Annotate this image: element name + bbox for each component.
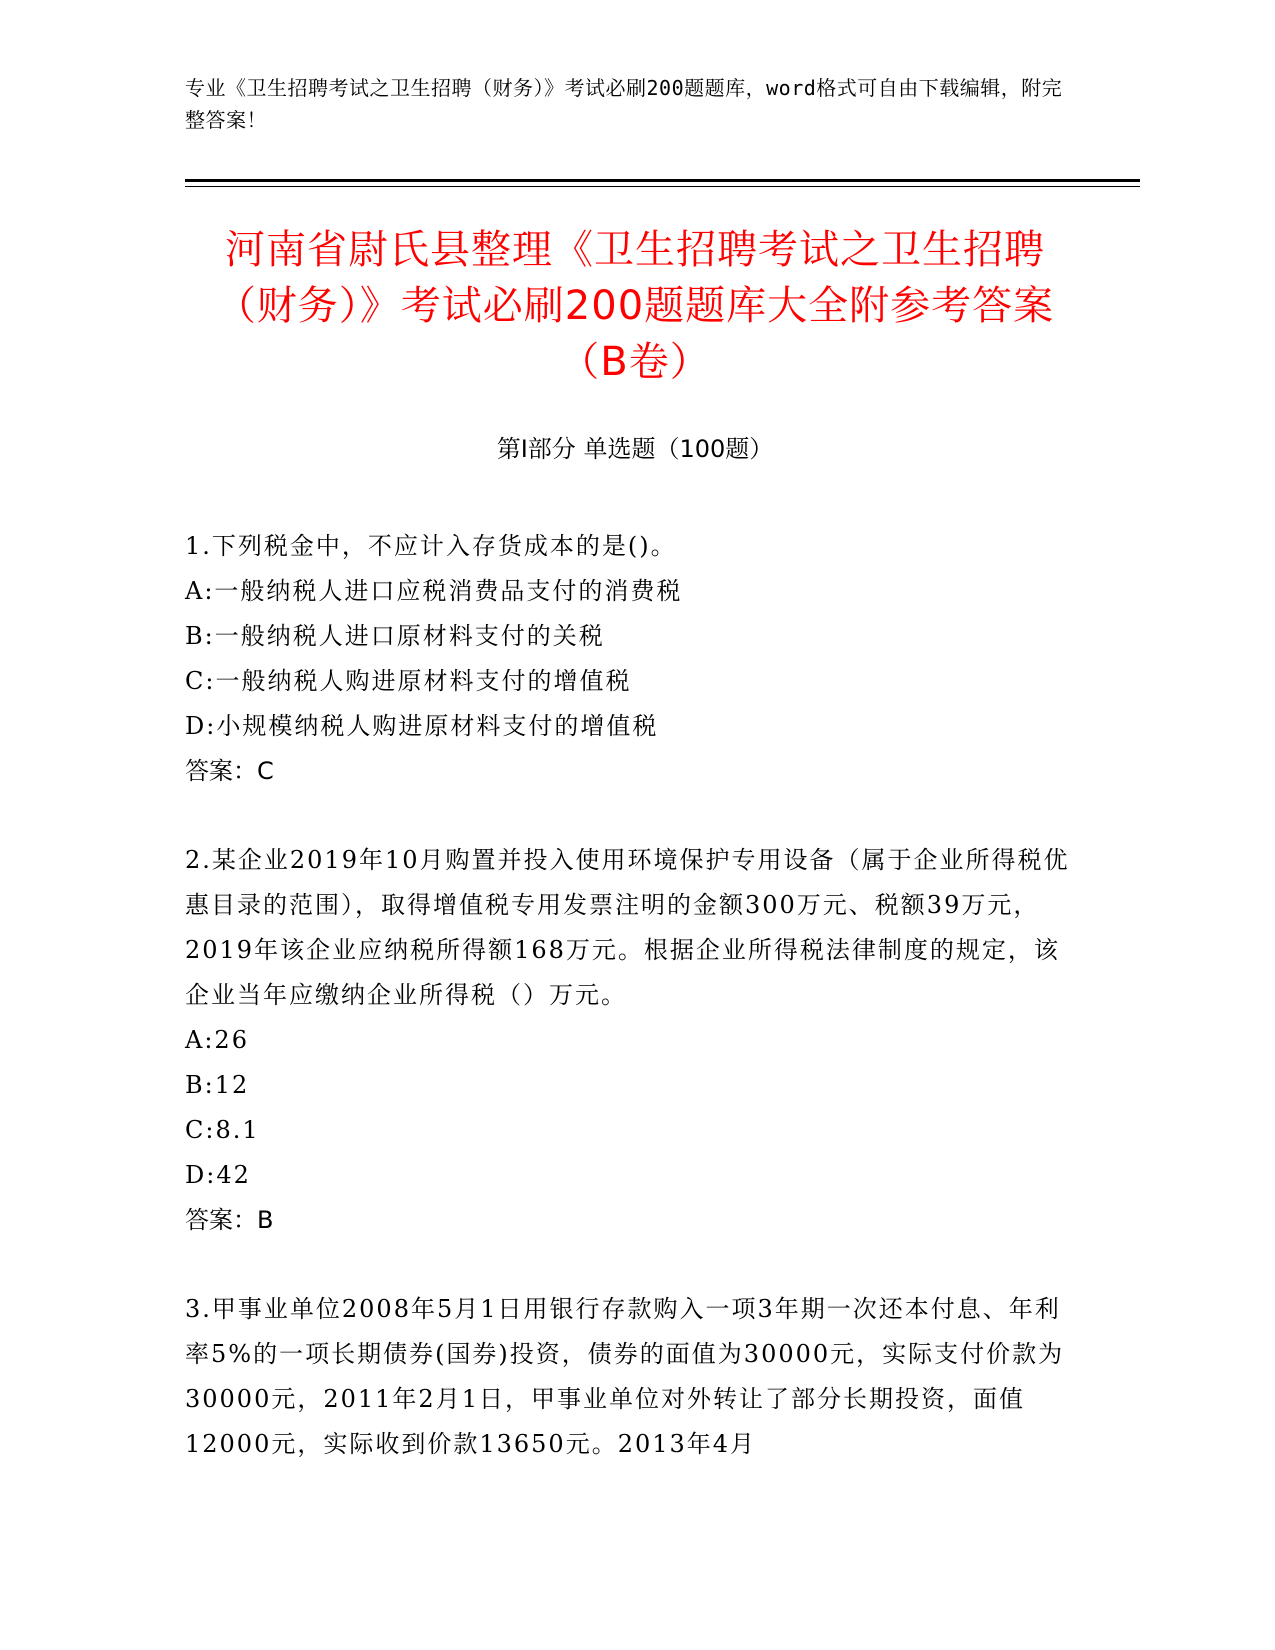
answer: 答案：C	[185, 757, 274, 785]
section-title: 第I部分 单选题（100题）	[496, 435, 774, 463]
option-d: D:小规模纳税人购进原材料支付的增值税	[185, 712, 659, 740]
option-b: B:一般纳税人进口原材料支付的关税	[185, 622, 605, 650]
answer: 答案：B	[185, 1206, 274, 1234]
option-a: A:26	[185, 1026, 249, 1054]
question-stem: 3.甲事业单位2008年5月1日用银行存款购入一项3年期一次还本付息、年利率5%的一项长期债券(国券)投资，债券的面值为30000元，实际支付价款为30000元，2011年2月1日，甲事业单位对外转让了部分长期投资，面值12000元，实际收到价款13650元。2013年4月	[185, 1295, 1065, 1458]
option-b: B:12	[185, 1071, 250, 1099]
header-rule-thin	[185, 186, 1140, 187]
option-d: D:42	[185, 1161, 251, 1189]
option-a: A:一般纳税人进口应税消费品支付的消费税	[185, 577, 683, 605]
header-note: 专业《卫生招聘考试之卫生招聘（财务）》考试必刷200题题库，word格式可自由下载编辑，附完整答案！	[185, 76, 1063, 132]
question-stem: 2.某企业2019年10月购置并投入使用环境保护专用设备（属于企业所得税优惠目录的范围），取得增值税专用发票注明的金额300万元、税额39万元，2019年该企业应纳税所得额168万元。根据企业所得税法律制度的规定，该企业当年应缴纳企业所得税（）万元。	[185, 846, 1070, 1009]
question-1	[185, 524, 1085, 794]
option-c: C:一般纳税人购进原材料支付的增值税	[185, 667, 632, 695]
question-3	[185, 1287, 1085, 1467]
document-title: 河南省尉氏县整理《卫生招聘考试之卫生招聘（财务）》考试必刷200题题库大全附参考答案（B卷）	[215, 227, 1055, 385]
option-c: C:8.1	[185, 1116, 260, 1144]
question-2	[185, 838, 1085, 1243]
question-stem: 1.下列税金中，不应计入存货成本的是()。	[185, 532, 677, 560]
header-rule-thick	[185, 179, 1140, 182]
